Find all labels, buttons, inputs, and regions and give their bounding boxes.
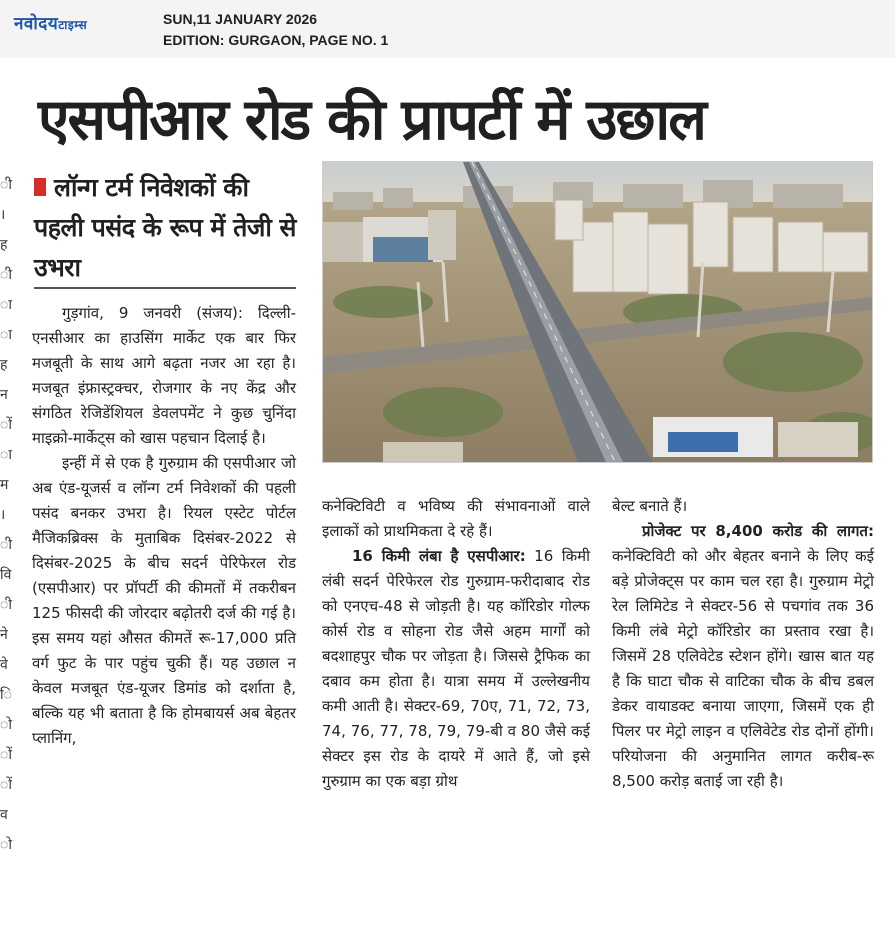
subheadline-text: लॉन्ग टर्म निवेशकों की पहली पसंद के रूप में तेजी से उभरा [34, 173, 296, 282]
clipping-header [0, 0, 895, 58]
edition-info [163, 9, 388, 51]
col2-paragraph-2-text: 16 किमी लंबी सदर्न पेरिफेरल रोड गुरुग्राम-फरीदाबाद रोड को एनएच-48 से जोड़ती है। यह कॉरिडोर गोल्फ कोर्स रोड व सोहना रोड जैसे अहम मार्गों को बदशाहपुर चौक पर जोड़ता है। जिससे ट्रैफिक का दबाव कम होता है। यात्रा समय में उल्लेखनीय कमी आती है। सेक्टर-69, 70ए, 71, 72, 73, 74, 76, 77, 78, 79, 79-बी व 80 जैसे कई सेक्टर इस रोड के दायरे में आते हैं, जो इसे गुरुग्राम का एक बड़ा ग्रोथ [322, 547, 590, 790]
col3-paragraph-1: बेल्ट बनाते हैं। [612, 497, 688, 515]
newspaper-logo [14, 11, 87, 34]
publication-date: SUN,11 JANUARY 2026 [163, 11, 318, 27]
col2-paragraph-2 [322, 544, 590, 794]
adjacent-column-fragment: ी । ह ी ा ा ह न ों ा म । ी वि ी ने वे ि ो ों ों व ो [0, 177, 12, 853]
article-subheadline [34, 168, 304, 288]
col1-paragraph-2: इन्हीं में से एक है गुरुग्राम की एसपीआर जो अब एंड-यूजर्स व लॉन्ग टर्म निवेशकों की पहली पसंद बनकर उभरा है। रियल एस्टेट पोर्टल मैजिकब्रिक्स के मुताबिक दिसंबर-2022 से दिसंबर-2025 के बीच सदर्न पेरिफेरल रोड (एसपीआर) पर प्रॉपर्टी की कीमतों में तकरीबन 125 फीसदी की जोरदार बढ़ोतरी दर्ज की गई है। इस समय यहां औसत कीमतें रू-17,000 प्रति वर्ग फुट के पार पहुंच चुकी हैं। यह उछाल न केवल मजबूत एंड-यूजर डिमांड को दर्शाता है, बल्कि यह भी बताता है कि होमबायर्स अब बेहतर प्लानिंग, [32, 454, 296, 747]
article-headline: एसपीआर रोड की प्रापर्टी में उछाल [38, 87, 705, 153]
subheadline-divider [34, 287, 296, 289]
logo-main: नवोदय [14, 14, 59, 34]
col1-paragraph-1: गुड़गांव, 9 जनवरी (संजय): दिल्ली-एनसीआर का हाउसिंग मार्केट एक बार फिर मजबूती के साथ आगे बढ़ता नजर आ रहा है। मजबूत इंफ्रास्ट्रक्चर, रोजगार के नए केंद्र और संगठित रेजिडेंशियल डेवलपमेंट ने कुछ चुनिंदा माइक्रो-मार्केट्स को खास पहचान दिलाई है। [32, 304, 296, 447]
col3-subhead: प्रोजेक्ट पर 8,400 करोड की लागत: [642, 522, 874, 540]
article-column-2 [322, 494, 590, 794]
red-marker-icon [34, 178, 46, 196]
col2-paragraph-1: कनेक्टिविटी व भविष्य की संभावनाओं वाले इलाकों को प्राथमिकता दे रहे हैं। [322, 497, 590, 540]
article-column-1 [32, 301, 296, 751]
aerial-road-photo [322, 161, 873, 463]
logo-sub: टाइम्स [58, 18, 88, 32]
col3-paragraph-2 [612, 519, 874, 794]
col2-subhead: 16 किमी लंबा है एसपीआर: [352, 547, 526, 565]
elevated-road-aerial-image [323, 162, 872, 462]
col3-paragraph-2-text: कनेक्टिविटी को और बेहतर बनाने के लिए कई बड़े प्रोजेक्ट्स पर काम चल रहा है। गुरुग्राम मेट्रो रेल लिमिटेड ने सेक्टर-56 से पचगांव तक 36 किमी लंबे मेट्रो कॉरिडोर का प्रस्ताव रखा है। जिसमें 28 एलिवेटेड स्टेशन होंगे। खास बात यह है कि घाटा चौक से वाटिका चौक के बीच डबल डेकर वायाडक्ट बनाया जाएगा, जिसमें एक ही पिलर पर मेट्रो लाइन व एलिवेटेड रोड दोनों होंगी। परियोजना की अनुमानित लागत करीब-रू 8,500 करोड़ बताई जा रही है। [612, 547, 874, 790]
article-column-3 [612, 494, 874, 794]
edition-page: EDITION: GURGAON, PAGE NO. 1 [163, 32, 389, 48]
